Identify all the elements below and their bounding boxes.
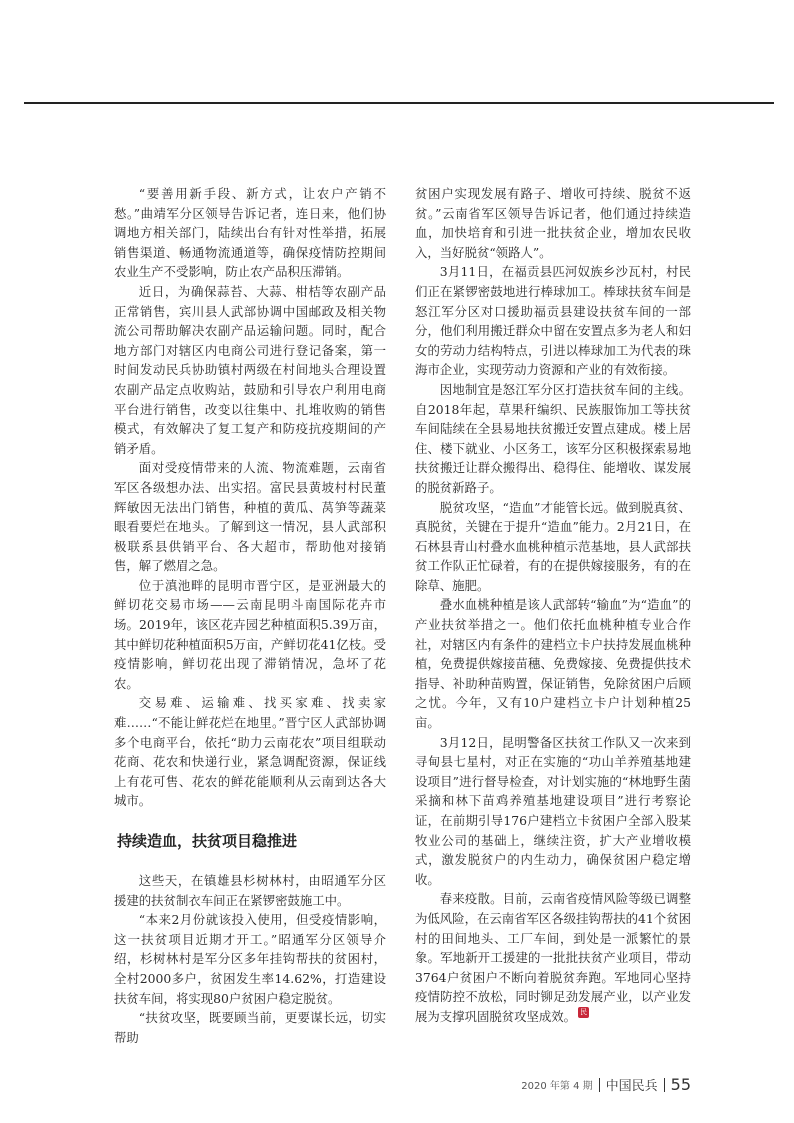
right-column bbox=[415, 184, 691, 1027]
divider bbox=[599, 1078, 600, 1092]
page-footer bbox=[114, 1075, 691, 1094]
paragraph: 叠水血桃种植是该人武部转“输血”为“造血”的产业扶贫举措之一。他们依托血桃种植专业合作社，对辖区内有条件的建档立卡户扶持发展血桃种植，免费提供嫁接苗穗、免费嫁接、免费提供技术指导、补助种苗购置，保证销售，免除贫困户后顾之忧。今年，又有10户建档立卡户计划种植25亩。 bbox=[415, 597, 691, 731]
paragraph: “扶贫攻坚，既要顾当前，更要谋长远，切实帮助 bbox=[114, 1010, 386, 1045]
magazine-name: 中国民兵 bbox=[605, 1079, 658, 1095]
paragraph: “要善用新手段、新方式，让农户产销不愁。”曲靖军分区领导告诉记者，连日来，他们协调地方相关部门，陆续出台有针对性举措，拓展销售渠道、畅通物流通道等，确保疫情防控期间农业生产不受影响，防止农产品积压滞销。 bbox=[114, 186, 386, 280]
paragraph: 脱贫攻坚，“造血”才能管长远。做到脱真贫、真脱贫，关键在于提升“造血”能力。2月21日，在石林县青山村叠水血桃种植示范基地，县人武部扶贫工作队正忙碌着，有的在提供嫁接服务，有的在除草、施肥。 bbox=[415, 499, 691, 593]
paragraph-last bbox=[415, 889, 691, 1026]
left-column bbox=[114, 184, 386, 1047]
paragraph-text: 春来疫散。目前，云南省疫情风险等级已调整为低风险，在云南省军区各级挂钩帮扶的41个贫困村的田间地头、工厂车间，到处是一派繁忙的景象。军地新开工援建的一批批扶贫产业项目，带动3764户贫困户不断向着脱贫奔跑。军地同心坚持疫情防控不放松，同时铆足劲发展产业，以产业发展为支撑巩固脱贫攻坚成效。 bbox=[415, 891, 691, 1024]
header-rule bbox=[24, 102, 774, 104]
paragraph: 面对受疫情带来的人流、物流难题，云南省军区各级想办法、出实招。富民县黄坡村村民董辉敏因无法出门销售，种植的黄瓜、莴笋等蔬菜眼看要烂在地头。了解到这一情况，县人武部积极联系县供销平台、各大超市，帮助他对接销售，解了燃眉之急。 bbox=[114, 460, 386, 574]
columns bbox=[114, 184, 691, 1047]
paragraph-continuation: 贫困户实现发展有路子、增收可持续、脱贫不返贫。”云南省军区领导告诉记者，他们通过持续造血，加快培育和引进一批扶贫企业，增加农民收入，当好脱贫“领路人”。 bbox=[415, 186, 691, 260]
divider bbox=[664, 1078, 665, 1092]
end-mark-icon: 民 bbox=[580, 1007, 588, 1016]
paragraph: 因地制宜是怒江军分区打造扶贫车间的主线。自2018年起，草果秆编织、民族服饰加工等扶贫车间陆续在全县易地扶贫搬迁安置点建成。楼上居住、楼下就业、小区务工，该军分区积极探索易地扶贫搬迁让群众搬得出、稳得住、能增收、谋发展的脱贫新路子。 bbox=[415, 381, 691, 495]
paragraph: 3月12日，昆明警备区扶贫工作队又一次来到寻甸县七星村，对正在实施的“功山羊养殖基地建设项目”进行督导检查，对计划实施的“林地野生菌采摘和林下苗鸡养殖基地建设项目”进行考察论证，在前期引导176户建档立卡贫困户全部入股某牧业公司的基础上，继续注资，扩大产业增收模式，激发脱贫户的内生动力，确保贫困户稳定增收。 bbox=[415, 734, 691, 887]
paragraph: 3月11日，在福贡县匹河奴族乡沙瓦村，村民们正在紧锣密鼓地进行棒球加工。棒球扶贫车间是怒江军分区对口援助福贡县建设扶贫车间的一部分，他们利用搬迁群众中留在安置点多为老人和妇女的劳动力结构特点，引进以棒球加工为代表的珠海市企业，实现劳动力资源和产业的有效衔接。 bbox=[415, 264, 691, 378]
article-body bbox=[114, 184, 691, 1094]
page-number: 55 bbox=[670, 1075, 691, 1095]
section-heading: 持续造血，扶贫项目稳推进 bbox=[117, 832, 298, 850]
paragraph: 这些天，在镇雄县杉树林村，由昭通军分区援建的扶贫制衣车间正在紧锣密鼓施工中。 bbox=[114, 873, 386, 908]
paragraph: 位于滇池畔的昆明市晋宁区，是亚洲最大的鲜切花交易市场——云南昆明斗南国际花卉市场。2019年，该区花卉园艺种植面积5.39万亩，其中鲜切花种植面积5万亩，产鲜切花41亿枝。受疫情影响，鲜切花出现了滞销情况，急坏了花农。 bbox=[114, 577, 386, 691]
issue-label: 2020 年第 4 期 bbox=[521, 1081, 593, 1093]
paragraph: 近日，为确保蒜苔、大蒜、柑桔等农副产品正常销售，宾川县人武部协调中国邮政及相关物流公司帮助解决农副产品运输问题。同时，配合地方部门对辖区内电商公司进行登记备案，第一时间发动民兵协助镇村两级在村间地头合理设置农副产品定点收购站，鼓励和引导农户利用电商平台进行销售，改变以往集中、扎堆收购的销售模式，有效解决了复工复产和防疫抗疫期间的产销矛盾。 bbox=[114, 283, 386, 456]
paragraph: 交易难、运输难、找买家难、找卖家难……“不能让鲜花烂在地里。”晋宁区人武部协调多个电商平台，依托“助力云南花农”项目组联动花商、花农和快递行业，紧急调配资源，保证线上有花可售、花农的鲜花能顺利从云南到达各大城市。 bbox=[114, 695, 386, 809]
paragraph: “本来2月份就该投入使用，但受疫情影响，这一扶贫项目近期才开工。”昭通军分区领导介绍，杉树林村是军分区多年挂钩帮扶的贫困村，全村2000多户，贫困发生率14.62%，打造建设扶贫车间，将实现80户贫困户稳定脱贫。 bbox=[114, 912, 386, 1006]
